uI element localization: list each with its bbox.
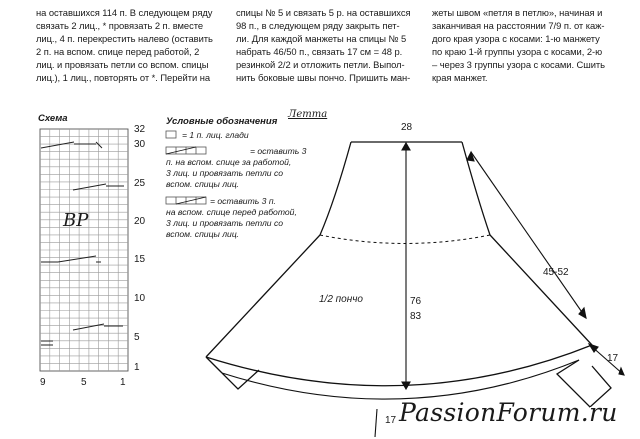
column-number: 1 bbox=[120, 377, 126, 388]
row-number: 5 bbox=[134, 332, 140, 343]
dimension-length-a: 76 bbox=[410, 296, 422, 307]
dimension-lines bbox=[375, 143, 624, 437]
row-number: 20 bbox=[134, 216, 146, 227]
schema-mark: ВР bbox=[63, 210, 89, 231]
legend-item-cross-back: = оставить 3 п. на вспом. спице за работой, 3 лиц. и провязать петли со вспом. спицы лиц. bbox=[166, 146, 307, 189]
text-column-1: на оставшихся 114 п. В следующем ряду связать 2 лиц., * провязать 2 п. вместе лиц., 4 п. перекрестить налево (оставить 2 п. на вспом. спице перед работой, 2 лиц. и провязать петли со вспом. спицы лиц.), 1 лиц., повторять от *. Перейти на bbox=[36, 7, 213, 84]
signature: Летта bbox=[288, 109, 328, 120]
row-number: 10 bbox=[134, 293, 146, 304]
legend-symbol-knit bbox=[166, 131, 176, 138]
text-column-2: спицы № 5 и связать 5 р. на оставшихся 98 п., в следующем ряду закрыть пет- ли. Для каждой манжеты на спицы № 5 набрать 46/50 п., связать 17 см = 48 р. резинкой 2/2 и отложить петли. Выпол- нить боковые швы пончо. Пришить ман- bbox=[236, 7, 411, 84]
row-number: 25 bbox=[134, 178, 146, 189]
column-number: 9 bbox=[40, 377, 46, 388]
dimension-side: 45-52 bbox=[543, 267, 569, 278]
watermark: PassionForum.ru bbox=[399, 398, 618, 427]
row-number: 30 bbox=[134, 139, 146, 150]
cable-cross-symbols bbox=[41, 142, 124, 345]
legend-item-knit: = 1 п. лиц. глади bbox=[182, 130, 249, 140]
row-number: 15 bbox=[134, 254, 146, 265]
row-number: 1 bbox=[134, 362, 140, 373]
text-column-3: жеты швом «петля в петлю», начиная и заканчивая на расстоянии 7/9 п. от каж- дого края узора с косами: 1-ю манжету по краю 1-й группы узора с косами, 2-ю – через 3 группы узора с косами. Сшить края манжет. bbox=[432, 7, 606, 84]
dimension-cuff-side: 17 bbox=[607, 353, 619, 364]
dimension-cuff-bottom: 17 bbox=[385, 415, 397, 426]
legend-item-cross-front: = оставить 3 п. на вспом. спице перед работой, 3 лиц. и провязать петли со вспом. спицы лиц. bbox=[166, 196, 297, 239]
row-number: 32 bbox=[134, 124, 146, 135]
legend-title: Условные обозначения bbox=[166, 116, 278, 127]
dimension-length-b: 83 bbox=[410, 311, 422, 322]
part-label: 1/2 пончо bbox=[319, 294, 363, 305]
dimension-top-width: 28 bbox=[401, 122, 413, 133]
schema-title: Схема bbox=[38, 113, 68, 124]
knitting-chart-grid bbox=[40, 129, 128, 371]
column-number: 5 bbox=[81, 377, 87, 388]
